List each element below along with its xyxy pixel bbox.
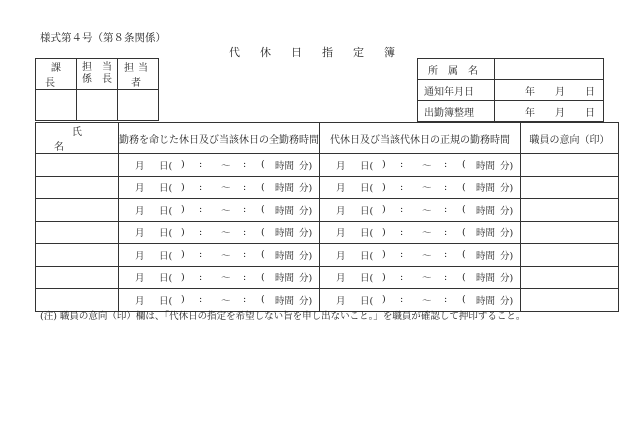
table-row xyxy=(36,154,619,177)
time-colon2-label: : xyxy=(444,204,448,216)
attendance-year-label: 年 xyxy=(525,107,535,119)
time-open-hours-label: ( xyxy=(462,159,466,171)
time-minutes-label: 分) xyxy=(299,183,313,195)
footnote: (注) 職員の意向（印）欄は、「代休日の指定を希望しない旨を申し出ないこと。」を職員が確認して押印すること。 xyxy=(40,311,526,322)
time-close-label: ) xyxy=(181,159,185,171)
time-colon2-label: : xyxy=(243,226,247,238)
time-open-hours-label: ( xyxy=(261,271,265,283)
time-day-label: 日( xyxy=(360,273,374,285)
time-month-label: 月 xyxy=(336,205,346,217)
time-open-hours-label: ( xyxy=(462,181,466,193)
time-tilde-label: ～ xyxy=(422,228,432,240)
approval-stamp-kacho[interactable] xyxy=(36,90,77,121)
time-colon1-label: : xyxy=(400,204,404,216)
time-colon1-label: : xyxy=(199,249,203,261)
info-label-notice-date: 通知年月日 xyxy=(418,80,495,101)
time-hours-label: 時間 xyxy=(476,228,496,240)
time-close-label: ) xyxy=(382,249,386,261)
approval-header-tantosha: 担当者 xyxy=(118,59,159,90)
time-day-label: 日( xyxy=(159,160,173,172)
time-colon1-label: : xyxy=(199,226,203,238)
consent-stamp-cell[interactable] xyxy=(521,289,619,312)
header-name: 氏名 xyxy=(36,123,119,154)
time-month-label: 月 xyxy=(135,228,145,240)
time-day-label: 日( xyxy=(360,183,374,195)
time-minutes-label: 分) xyxy=(299,160,313,172)
form-title: 代休日指定簿 xyxy=(229,46,415,59)
time-hours-label: 時間 xyxy=(476,273,496,285)
table-body xyxy=(36,154,619,312)
time-close-label: ) xyxy=(382,181,386,193)
time-tilde-label: ～ xyxy=(221,295,231,307)
time-open-hours-label: ( xyxy=(462,271,466,283)
employee-name-cell[interactable] xyxy=(36,199,119,222)
time-day-label: 日( xyxy=(159,250,173,262)
holiday-work-cell[interactable] xyxy=(119,244,320,267)
header-consent: 職員の意向（印） xyxy=(521,123,619,154)
time-minutes-label: 分) xyxy=(299,205,313,217)
time-open-hours-label: ( xyxy=(261,204,265,216)
approval-stamp-tanto-kakaricho[interactable] xyxy=(77,90,118,121)
time-minutes-label: 分) xyxy=(500,273,514,285)
time-hours-label: 時間 xyxy=(476,160,496,172)
time-month-label: 月 xyxy=(336,160,346,172)
time-tilde-label: ～ xyxy=(221,183,231,195)
time-month-label: 月 xyxy=(336,250,346,262)
time-month-label: 月 xyxy=(336,228,346,240)
substitute-holiday-table xyxy=(35,122,619,312)
time-day-label: 日( xyxy=(159,228,173,240)
time-tilde-label: ～ xyxy=(221,205,231,217)
time-colon2-label: : xyxy=(444,226,448,238)
time-minutes-label: 分) xyxy=(500,183,514,195)
substitute-day-cell[interactable] xyxy=(320,266,521,289)
time-minutes-label: 分) xyxy=(299,250,313,262)
time-minutes-label: 分) xyxy=(299,228,313,240)
time-hours-label: 時間 xyxy=(476,205,496,217)
notice-year-label: 年 xyxy=(525,86,535,98)
time-open-hours-label: ( xyxy=(462,204,466,216)
info-value-attendance[interactable] xyxy=(495,101,604,122)
table-row xyxy=(36,199,619,222)
time-hours-label: 時間 xyxy=(275,273,295,285)
substitute-day-cell[interactable] xyxy=(320,154,521,177)
time-close-label: ) xyxy=(181,249,185,261)
approval-header-kacho: 課長 xyxy=(36,59,77,90)
holiday-work-cell[interactable] xyxy=(119,221,320,244)
time-close-label: ) xyxy=(181,294,185,306)
time-month-label: 月 xyxy=(135,250,145,262)
time-open-hours-label: ( xyxy=(261,159,265,171)
approval-header-tanto-kakaricho: 担 当 係 長 xyxy=(77,59,118,90)
notice-day-label: 日 xyxy=(585,86,595,98)
time-close-label: ) xyxy=(181,271,185,283)
info-table xyxy=(417,58,604,122)
time-month-label: 月 xyxy=(135,183,145,195)
time-open-hours-label: ( xyxy=(261,249,265,261)
time-colon2-label: : xyxy=(243,249,247,261)
time-colon2-label: : xyxy=(444,294,448,306)
time-colon1-label: : xyxy=(199,204,203,216)
holiday-work-cell[interactable] xyxy=(119,266,320,289)
consent-stamp-cell[interactable] xyxy=(521,221,619,244)
time-tilde-label: ～ xyxy=(422,273,432,285)
substitute-day-cell[interactable] xyxy=(320,199,521,222)
time-tilde-label: ～ xyxy=(221,250,231,262)
header-substitute-day: 代休日及び当該代休日の正規の勤務時間 xyxy=(320,123,521,154)
time-close-label: ) xyxy=(382,226,386,238)
time-hours-label: 時間 xyxy=(275,228,295,240)
time-day-label: 日( xyxy=(360,205,374,217)
time-colon1-label: : xyxy=(400,159,404,171)
time-tilde-label: ～ xyxy=(221,228,231,240)
time-day-label: 日( xyxy=(360,295,374,307)
time-day-label: 日( xyxy=(360,250,374,262)
time-close-label: ) xyxy=(181,204,185,216)
holiday-work-cell[interactable] xyxy=(119,176,320,199)
time-minutes-label: 分) xyxy=(299,295,313,307)
time-hours-label: 時間 xyxy=(275,183,295,195)
time-colon2-label: : xyxy=(444,159,448,171)
time-colon1-label: : xyxy=(400,294,404,306)
consent-stamp-cell[interactable] xyxy=(521,199,619,222)
info-label-shozoku: 所属名 xyxy=(418,59,495,80)
info-value-notice-date[interactable] xyxy=(495,80,604,101)
employee-name-cell[interactable] xyxy=(36,266,119,289)
time-colon2-label: : xyxy=(243,181,247,193)
substitute-day-cell[interactable] xyxy=(320,221,521,244)
time-tilde-label: ～ xyxy=(221,160,231,172)
time-colon2-label: : xyxy=(243,271,247,283)
time-minutes-label: 分) xyxy=(299,273,313,285)
time-close-label: ) xyxy=(382,271,386,283)
time-colon1-label: : xyxy=(400,271,404,283)
time-colon1-label: : xyxy=(400,249,404,261)
time-day-label: 日( xyxy=(159,273,173,285)
table-row xyxy=(36,266,619,289)
holiday-work-cell[interactable] xyxy=(119,199,320,222)
time-colon2-label: : xyxy=(444,249,448,261)
time-colon1-label: : xyxy=(199,181,203,193)
time-colon2-label: : xyxy=(243,294,247,306)
attendance-month-label: 月 xyxy=(555,107,565,119)
time-colon2-label: : xyxy=(243,204,247,216)
time-minutes-label: 分) xyxy=(500,250,514,262)
approval-stamp-table xyxy=(35,58,159,121)
time-open-hours-label: ( xyxy=(462,226,466,238)
time-open-hours-label: ( xyxy=(261,226,265,238)
time-hours-label: 時間 xyxy=(275,160,295,172)
approval-stamp-tantosha[interactable] xyxy=(118,90,159,121)
info-value-shozoku[interactable] xyxy=(495,59,604,80)
time-colon2-label: : xyxy=(444,181,448,193)
time-hours-label: 時間 xyxy=(275,250,295,262)
table-row xyxy=(36,221,619,244)
time-open-hours-label: ( xyxy=(462,249,466,261)
notice-month-label: 月 xyxy=(555,86,565,98)
time-close-label: ) xyxy=(382,204,386,216)
time-day-label: 日( xyxy=(360,228,374,240)
info-label-attendance: 出勤簿整理 xyxy=(418,101,495,122)
time-close-label: ) xyxy=(181,226,185,238)
time-colon1-label: : xyxy=(199,294,203,306)
time-colon2-label: : xyxy=(444,271,448,283)
employee-name-cell[interactable] xyxy=(36,154,119,177)
time-open-hours-label: ( xyxy=(261,294,265,306)
time-open-hours-label: ( xyxy=(462,294,466,306)
time-hours-label: 時間 xyxy=(275,205,295,217)
table-row xyxy=(36,176,619,199)
time-tilde-label: ～ xyxy=(422,205,432,217)
holiday-work-cell[interactable] xyxy=(119,154,320,177)
time-day-label: 日( xyxy=(159,295,173,307)
attendance-day-label: 日 xyxy=(585,107,595,119)
time-close-label: ) xyxy=(181,181,185,193)
time-month-label: 月 xyxy=(135,205,145,217)
time-day-label: 日( xyxy=(159,205,173,217)
time-colon1-label: : xyxy=(400,181,404,193)
time-tilde-label: ～ xyxy=(422,183,432,195)
time-hours-label: 時間 xyxy=(476,250,496,262)
time-minutes-label: 分) xyxy=(500,205,514,217)
time-colon1-label: : xyxy=(199,159,203,171)
substitute-day-cell[interactable] xyxy=(320,176,521,199)
consent-stamp-cell[interactable] xyxy=(521,244,619,267)
time-hours-label: 時間 xyxy=(476,183,496,195)
time-month-label: 月 xyxy=(135,273,145,285)
table-row xyxy=(36,244,619,267)
time-close-label: ) xyxy=(382,159,386,171)
employee-name-cell[interactable] xyxy=(36,221,119,244)
time-month-label: 月 xyxy=(336,273,346,285)
time-day-label: 日( xyxy=(360,160,374,172)
time-month-label: 月 xyxy=(336,295,346,307)
time-month-label: 月 xyxy=(336,183,346,195)
consent-stamp-cell[interactable] xyxy=(521,154,619,177)
time-open-hours-label: ( xyxy=(261,181,265,193)
form-number-label: 様式第４号（第８条関係） xyxy=(40,32,166,44)
time-minutes-label: 分) xyxy=(500,295,514,307)
time-hours-label: 時間 xyxy=(476,295,496,307)
substitute-day-cell[interactable] xyxy=(320,244,521,267)
employee-name-cell[interactable] xyxy=(36,176,119,199)
time-colon2-label: : xyxy=(243,159,247,171)
time-colon1-label: : xyxy=(400,226,404,238)
consent-stamp-cell[interactable] xyxy=(521,266,619,289)
time-month-label: 月 xyxy=(135,295,145,307)
consent-stamp-cell[interactable] xyxy=(521,176,619,199)
time-minutes-label: 分) xyxy=(500,228,514,240)
time-hours-label: 時間 xyxy=(275,295,295,307)
employee-name-cell[interactable] xyxy=(36,244,119,267)
time-month-label: 月 xyxy=(135,160,145,172)
time-tilde-label: ～ xyxy=(422,160,432,172)
header-holiday-work: 勤務を命じた休日及び当該休日の全勤務時間 xyxy=(119,123,320,154)
time-tilde-label: ～ xyxy=(422,250,432,262)
time-close-label: ) xyxy=(382,294,386,306)
time-tilde-label: ～ xyxy=(221,273,231,285)
time-minutes-label: 分) xyxy=(500,160,514,172)
time-day-label: 日( xyxy=(159,183,173,195)
time-colon1-label: : xyxy=(199,271,203,283)
time-tilde-label: ～ xyxy=(422,295,432,307)
